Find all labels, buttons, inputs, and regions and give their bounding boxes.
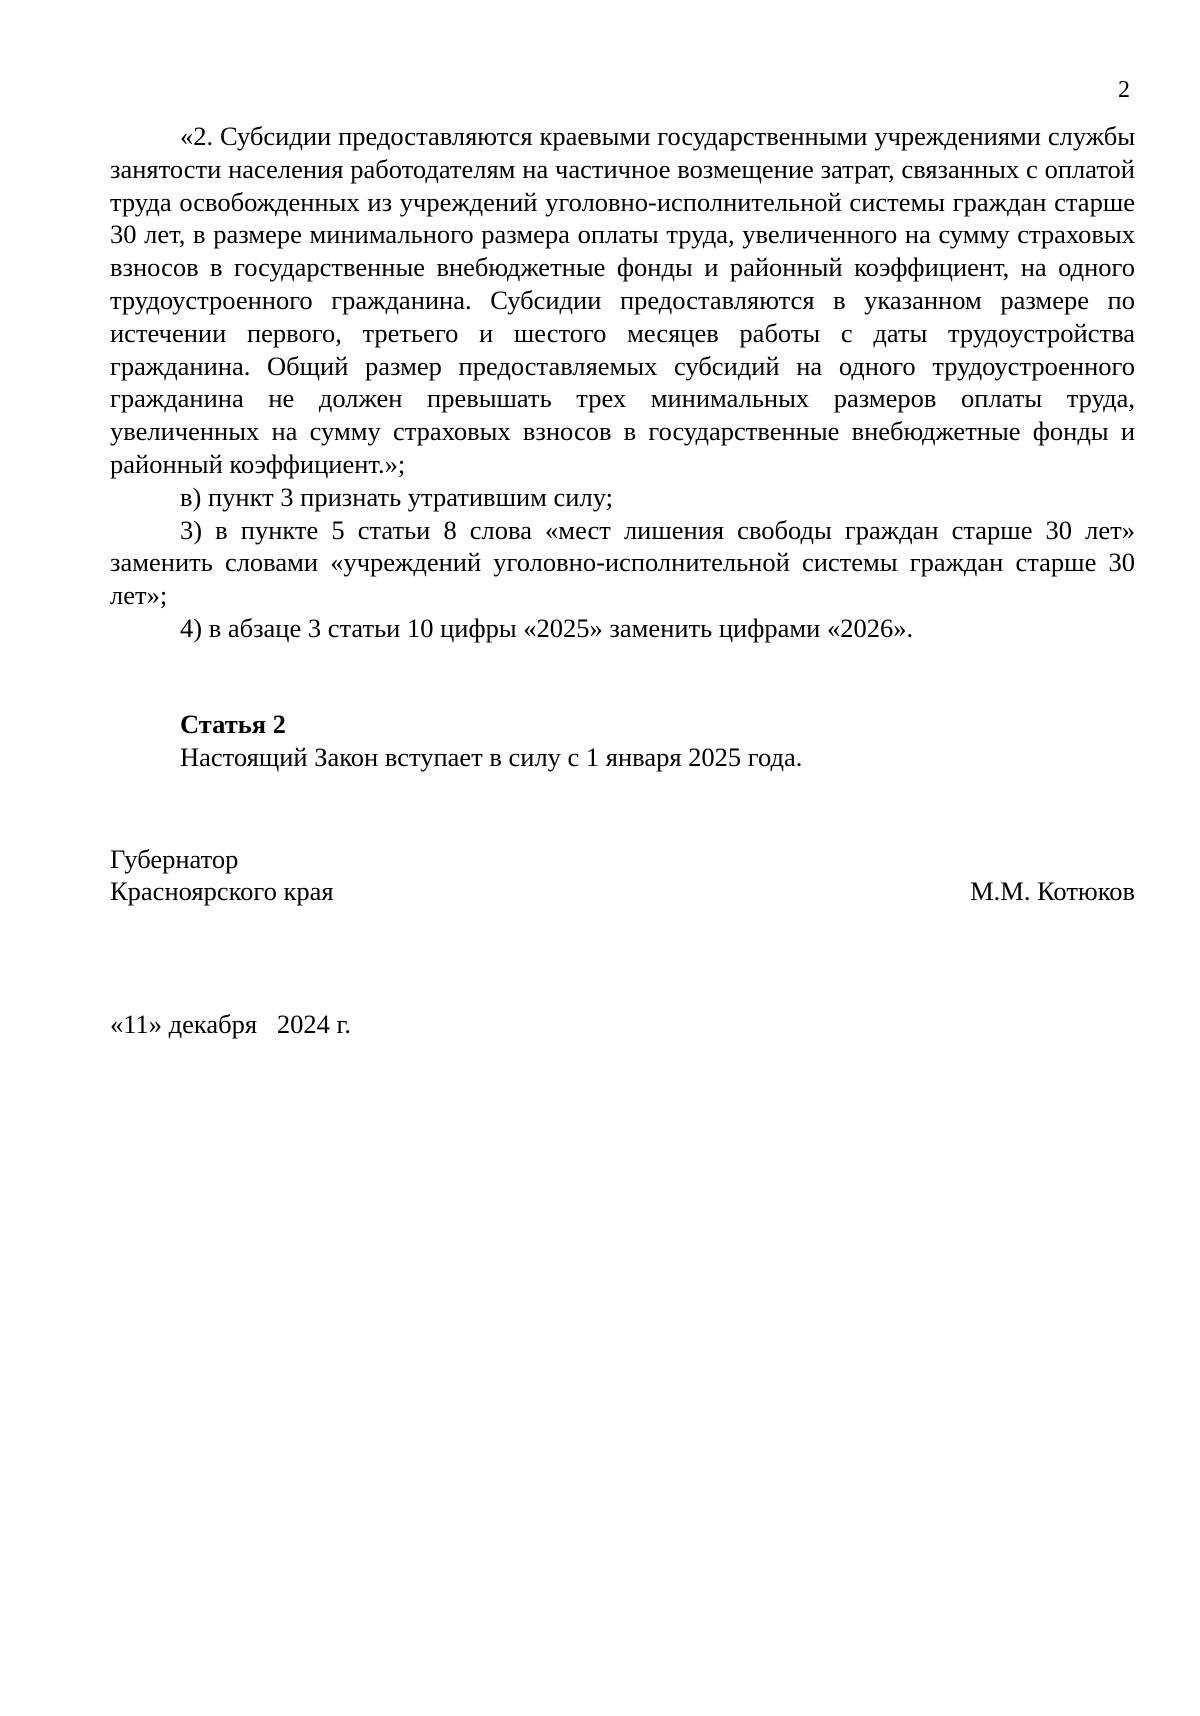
article-text: Настоящий Закон вступает в силу с 1 января 2025 года. xyxy=(180,741,803,772)
signatory-title-line-1: Губернатор xyxy=(110,844,239,874)
article-2 xyxy=(180,708,1140,774)
amendment-text xyxy=(110,120,1135,645)
signing-date: «11» декабря 2024 г. xyxy=(110,1009,352,1039)
signature-block xyxy=(110,843,1135,907)
signatory-title-line-2: Красноярского края xyxy=(110,876,334,906)
paragraph-point-3-repeal: в) пункт 3 признать утратившим силу; xyxy=(180,481,613,512)
signatory-name: М.М. Котюков xyxy=(970,876,1135,906)
paragraph-article-8-amendment: 3) в пункте 5 статьи 8 слова «мест лишения свободы граждан старше 30 лет» заменить словами «учреждений уголовно-исполнительной системы граждан старше 30 лет»; xyxy=(110,514,1135,611)
paragraph-subsidies: «2. Субсидии предоставляются краевыми государственными учреждениями службы занятости населения работодателям на частичное возмещение затрат, связанных с оплатой труда освобожденных из учреждений уголовно-исполнительной системы граждан старше 30 лет, в размере минимального размера оплаты труда, увеличенного на сумму страховых взносов в государственные внебюджетные фонды и районный коэффициент, на одного трудоустроенного гражданина. Субсидии предоставляются в указанном размере по истечении первого, третьего и шестого месяцев работы с даты трудоустройства гражданина. Общий размер предоставляемых субсидий на одного трудоустроенного гражданина не должен превышать трех минимальных размеров оплаты труда, увеличенных на сумму страховых взносов в государственные внебюджетные фонды и районный коэффициент.»; xyxy=(110,121,1135,479)
article-heading: Статья 2 xyxy=(180,709,286,739)
paragraph-article-10-amendment: 4) в абзаце 3 статьи 10 цифры «2025» заменить цифрами «2026». xyxy=(180,612,914,643)
page-number: 2 xyxy=(1118,77,1130,103)
